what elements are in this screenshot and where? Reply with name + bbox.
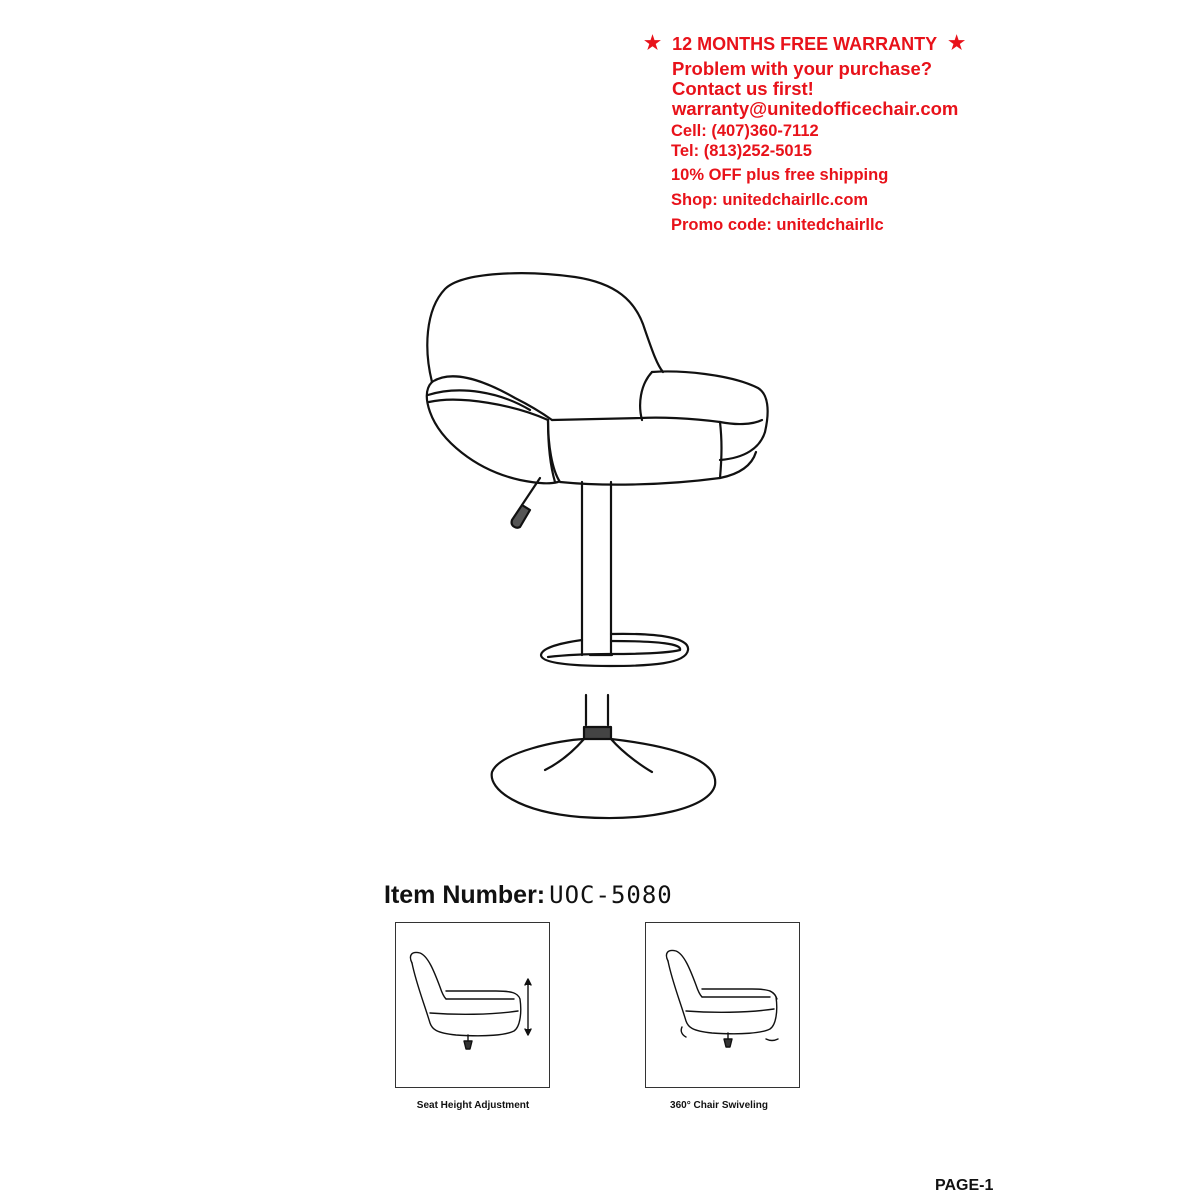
warranty-cell-phone: Cell: (407)360-7112	[671, 122, 819, 140]
warranty-promo-code: Promo code: unitedchairllc	[671, 216, 884, 234]
swivel-icon	[646, 923, 799, 1087]
seat-height-caption: Seat Height Adjustment	[416, 1100, 530, 1111]
bar-stool-illustration	[400, 255, 800, 835]
warranty-contact-line: Contact us first!	[672, 78, 814, 99]
footrest-ring	[541, 634, 688, 666]
seat-height-feature-box	[395, 922, 550, 1088]
star-icon: ★	[948, 33, 966, 54]
chair-right-arm	[652, 372, 768, 460]
height-adjust-icon	[396, 923, 549, 1087]
warranty-shop: Shop: unitedchairllc.com	[671, 191, 869, 209]
page-number: PAGE-1	[935, 1177, 994, 1194]
warranty-heading	[644, 32, 965, 55]
chair-pole	[582, 482, 611, 655]
chair-backrest	[427, 273, 663, 382]
item-number	[384, 881, 673, 910]
warranty-heading-text: 12 MONTHS FREE WARRANTY	[672, 34, 938, 54]
pole-ring	[584, 727, 611, 739]
warranty-problem-line: Problem with your purchase?	[672, 58, 933, 79]
warranty-discount: 10% OFF plus free shipping	[671, 166, 889, 184]
warranty-tel-phone: Tel: (813)252-5015	[671, 142, 812, 160]
chair-seat	[552, 418, 720, 422]
warranty-email: warranty@unitedofficechair.com	[672, 98, 959, 119]
chair-base	[492, 739, 716, 818]
item-number-label: Item Number:	[384, 881, 546, 909]
item-number-code: UOC-5080	[549, 881, 673, 909]
star-icon: ★	[644, 33, 662, 54]
swivel-caption: 360° Chair Swiveling	[670, 1100, 768, 1111]
swivel-feature-box	[645, 922, 800, 1088]
